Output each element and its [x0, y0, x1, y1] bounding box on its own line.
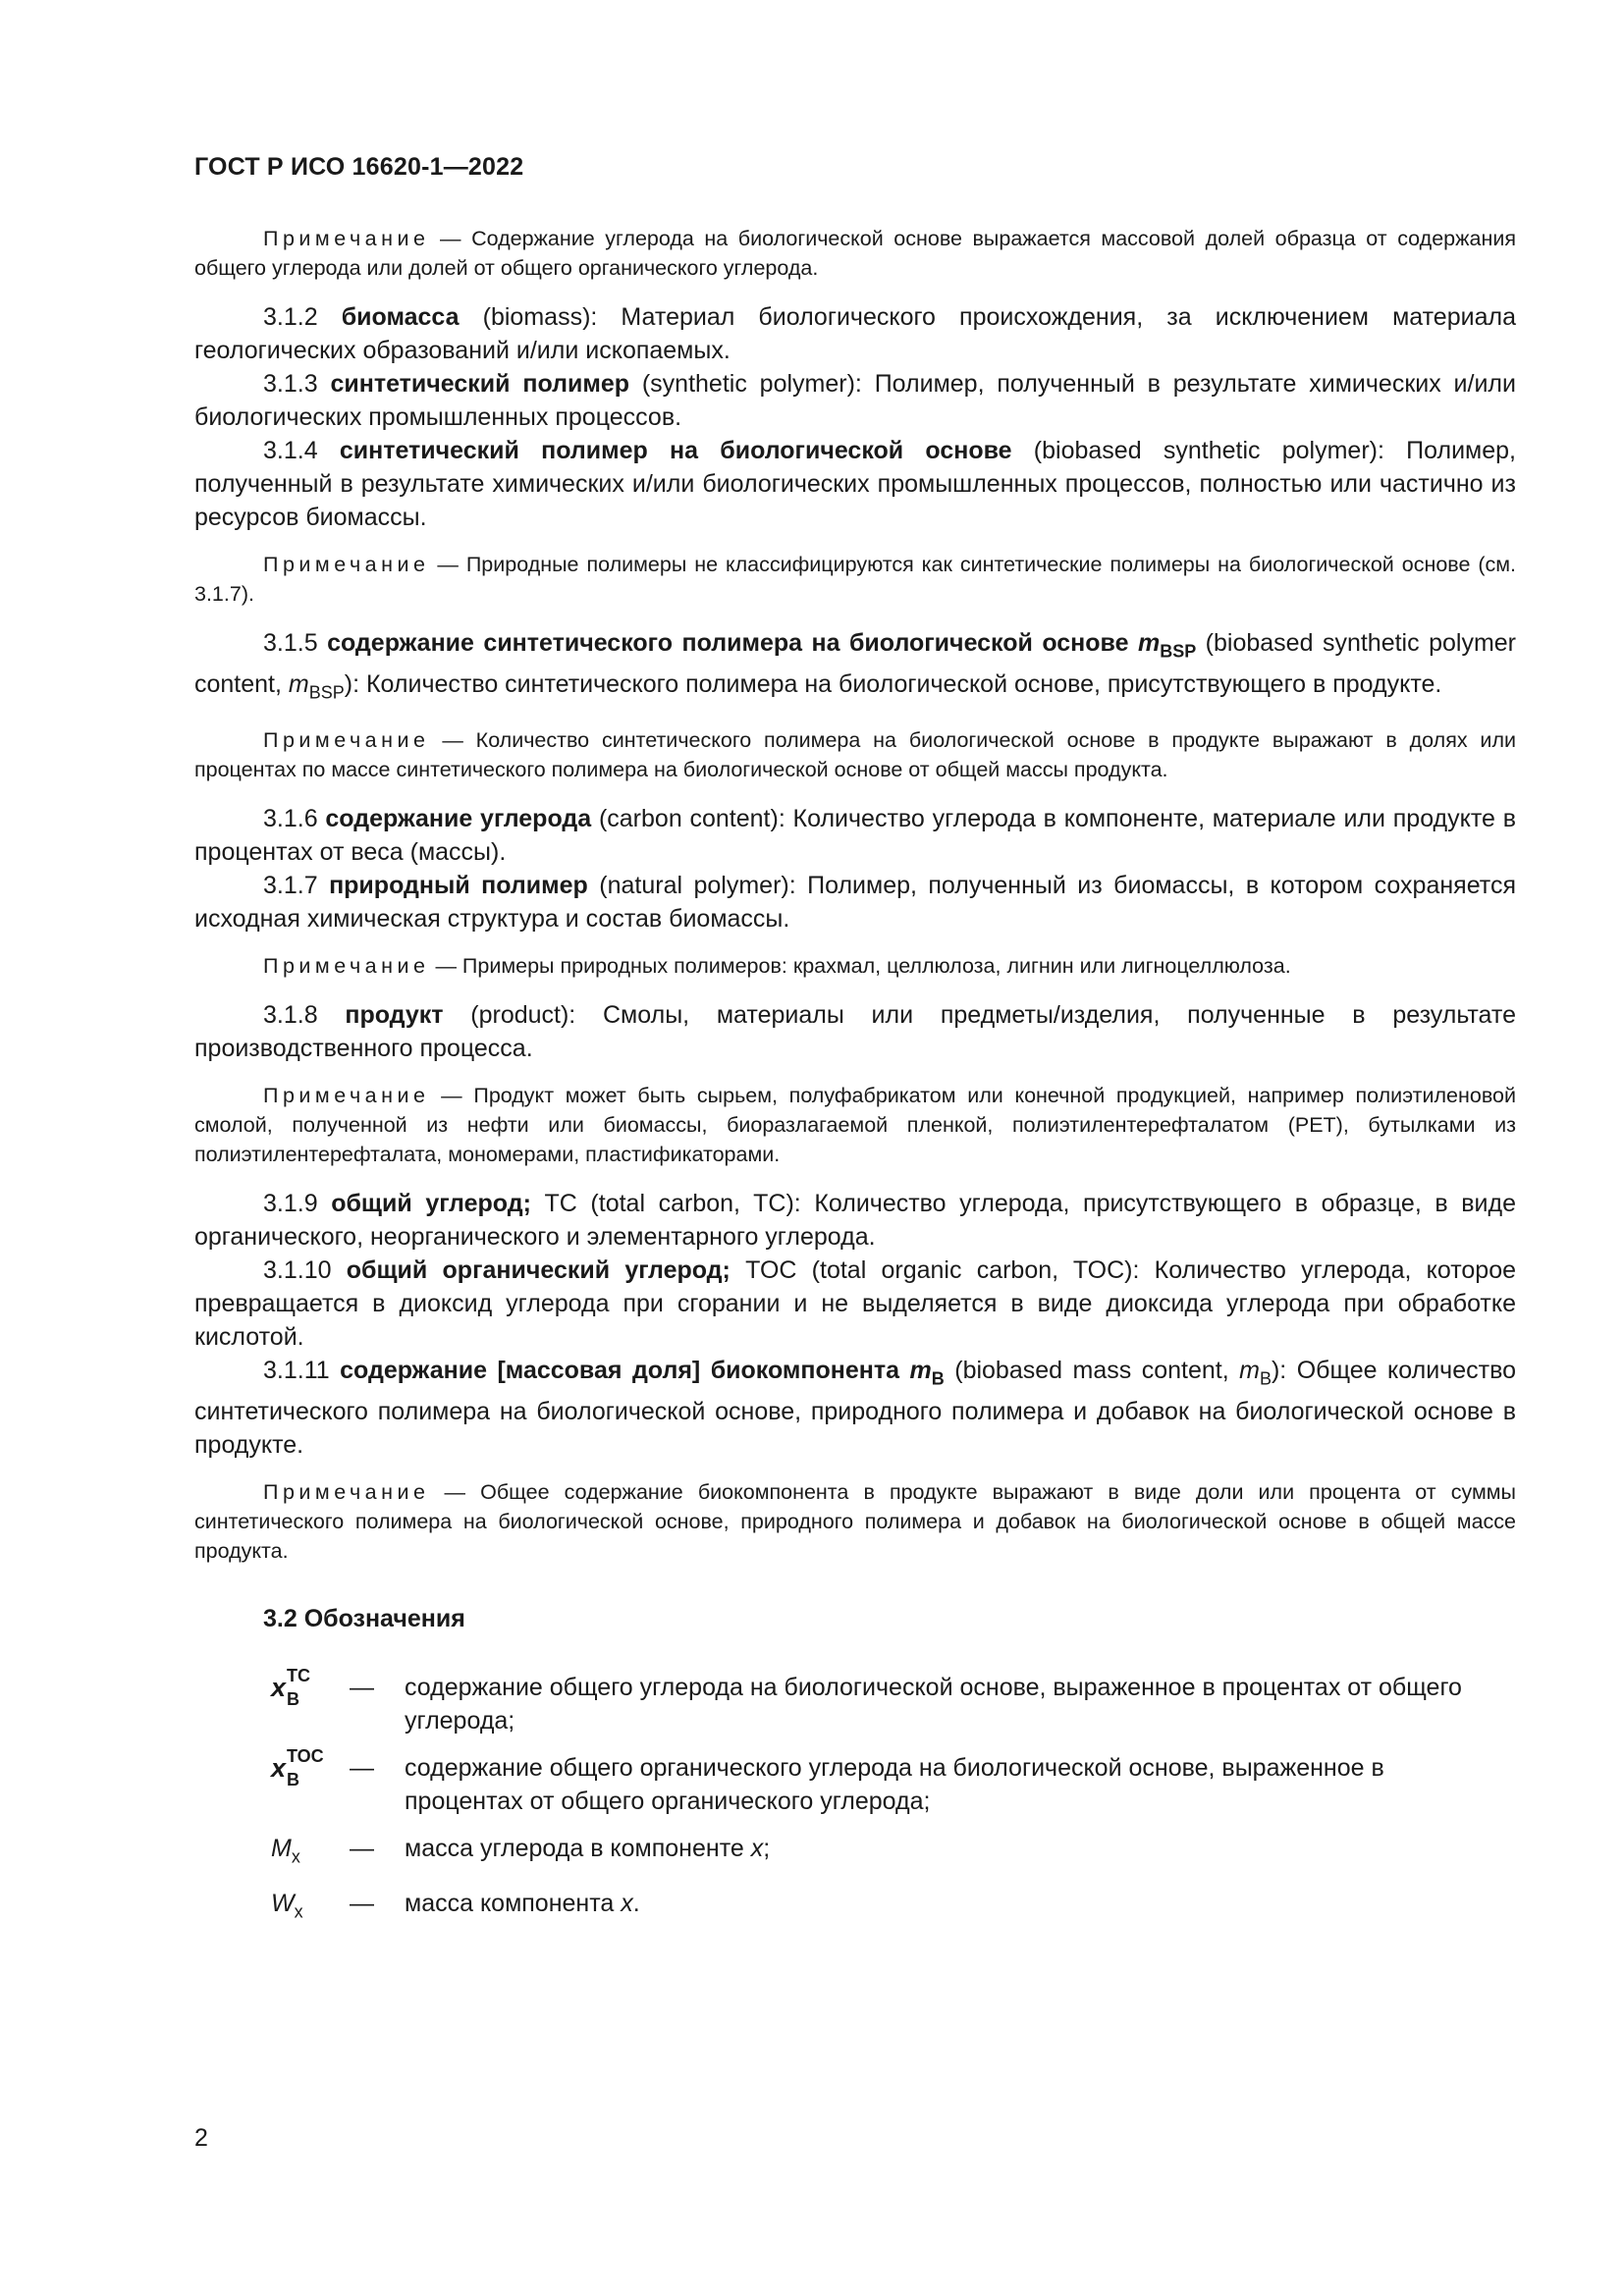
note-label: Примечание — [263, 227, 430, 250]
symbol-wx: $W_x$ — [271, 1890, 303, 1922]
term-3-1-7: 3.1.7 природный полимер (natural polymer): Полимер, полученный из биомассы, в котором сохраняется исходная химическая структура и состав биомассы. — [194, 871, 1516, 933]
term-3-1-6: 3.1.6 содержание углерода (carbon content): Количество углерода в компоненте, материале или продукте в процентах от веса (массы). — [194, 804, 1516, 866]
page-number: 2 — [194, 2124, 208, 2152]
term-3-1-11: 3.1.11 содержание [массовая доля] биокомпонента $m_B$ (biobased mass content, $m_B$): Общее количество синтетического полимера на биологической основе, природного полимера и добавок на биологической основе в продукте. — [194, 1356, 1516, 1459]
note-label: Примечание — [263, 1083, 430, 1107]
symbols-table — [271, 1665, 1485, 1943]
note-5: Примечание — Продукт может быть сырьем, полуфабрикатом или конечной продукцией, например полиэтиленовой смолой, полученной из нефти или биомассы, биоразлагаемой пленкой, полиэтилентерефталатом (PET), бутылками из полиэтилентерефталата, мономерами, пластификаторами. — [194, 1083, 1516, 1166]
note-label: Примечание — [263, 953, 430, 978]
symbol-row: $M_x$ — масса углерода в компоненте x; — [271, 1834, 771, 1867]
symbol-x-tc: x TC B — [271, 1665, 310, 1709]
document-body — [194, 224, 1516, 1942]
term-3-1-8: 3.1.8 продукт (product): Смолы, материалы или предметы/изделия, полученные в результате производственного процесса. — [194, 1000, 1516, 1062]
term-3-1-3: 3.1.3 синтетический полимер (synthetic polymer): Полимер, полученный в результате химических и/или биологических промышленных процессов. — [194, 370, 1516, 431]
term-3-1-10: 3.1.10 общий органический углерод; TOC (total organic carbon, TOC): Количество углерода, которое превращается в диоксид углерода при сгорании и не выделяется в виде диоксида углерода при обработке кислотой. — [194, 1255, 1517, 1351]
note-6: Примечание — Общее содержание биокомпонента в продукте выражают в виде доли или процента от суммы синтетического полимера на биологической основе, природного полимера и добавок на биологической основе в общей массе продукта. — [194, 1479, 1516, 1563]
note-label: Примечание — [263, 727, 430, 752]
symbol-x-toc: x TOC B — [271, 1745, 324, 1789]
note-2: Примечание — Природные полимеры не классифицируются как синтетические полимеры на биологической основе (см. 3.1.7). — [194, 553, 1516, 606]
section-3-2-heading: 3.2 Обозначения — [263, 1604, 465, 1632]
symbol-mx: $M_x$ — [271, 1834, 300, 1867]
note-label: Примечание — [263, 1479, 430, 1504]
term-3-1-5: 3.1.5 содержание синтетического полимера на биологической основе $m_{BSP}$ (biobased synthetic polymer content, $m_{BSP}$): Количество синтетического полимера на биологической основе, присутствующего в продукте. — [194, 629, 1516, 703]
symbol-row: $W_x$ — масса компонента x. — [271, 1890, 640, 1922]
note-3: Примечание — Количество синтетического полимера на биологической основе в продукте выражают в долях или процентах по массе синтетического полимера на биологической основе от общей массы продукта. — [194, 727, 1516, 781]
note-label: Примечание — [263, 553, 430, 576]
term-3-1-2: 3.1.2 биомасса (biomass): Материал биологического происхождения, за исключением материала геологических образований и/или ископаемых. — [194, 303, 1516, 364]
term-3-1-4: 3.1.4 синтетический полимер на биологической основе (biobased synthetic polymer): Полимер, полученный в результате химических и/или биологических промышленных процессов, полностью или частично из ресурсов биомассы. — [194, 437, 1516, 531]
term-3-1-9: 3.1.9 общий углерод; TC (total carbon, TC): Количество углерода, присутствующего в образце, в виде органического, неорганического и элементарного углерода. — [194, 1189, 1516, 1251]
note-1: Примечание — Содержание углерода на биологической основе выражается массовой долей образца от содержания общего углерода или долей от общего органического углерода. — [194, 227, 1516, 280]
symbol-row: x TC B — содержание общего углерода на биологической основе, выраженное в процентах от общего углерода; — [271, 1665, 1462, 1735]
document-header: ГОСТ Р ИСО 16620-1—2022 — [194, 153, 524, 181]
note-4: Примечание — Примеры природных полимеров: крахмал, целлюлоза, лигнин или лигноцеллюлоза. — [263, 953, 1291, 978]
symbol-row: x TOC B — содержание общего органического углерода на биологической основе, выраженное в процентах от общего органического углерода; — [271, 1745, 1384, 1815]
